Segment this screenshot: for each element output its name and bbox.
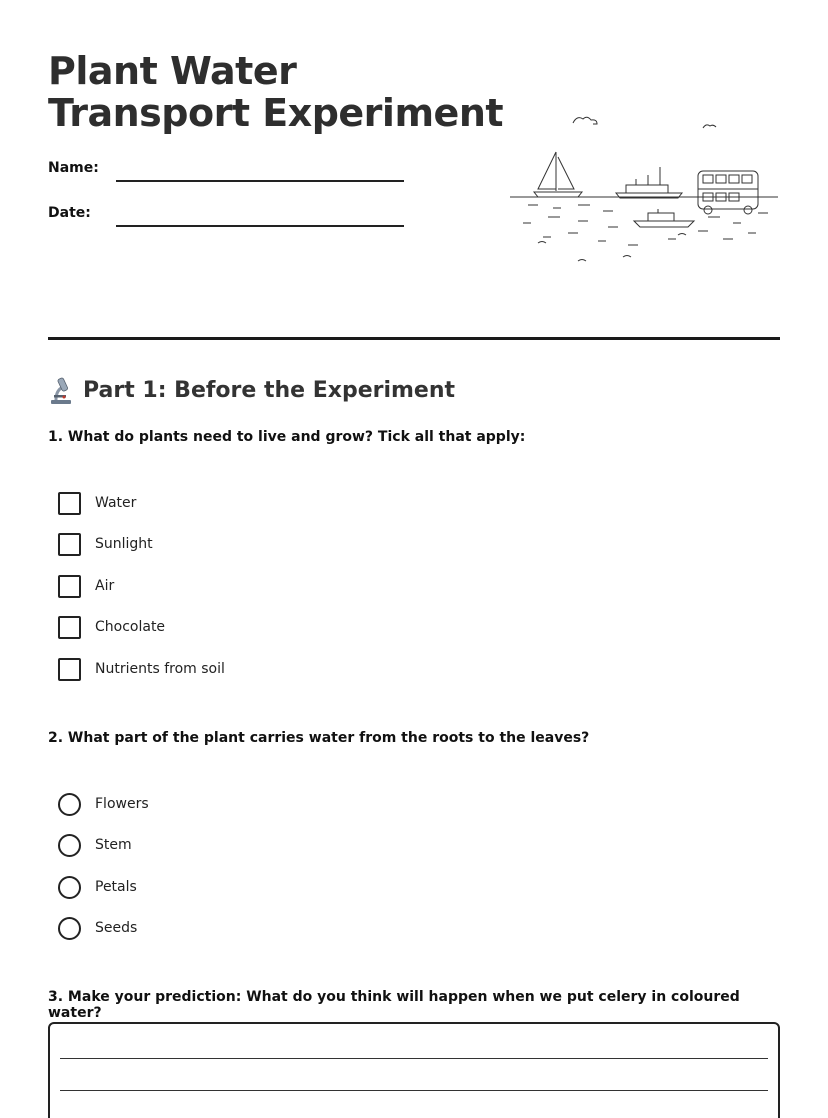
q1-option-water[interactable] bbox=[58, 491, 136, 515]
name-label: Name: bbox=[48, 160, 99, 176]
question-2: 2. What part of the plant carries water from the roots to the leaves? bbox=[48, 730, 590, 746]
date-input-line[interactable] bbox=[116, 225, 404, 227]
checkbox[interactable] bbox=[58, 575, 81, 598]
radio-button[interactable] bbox=[58, 834, 81, 857]
page-title: Plant Water Transport Experiment bbox=[48, 49, 504, 135]
section-divider bbox=[48, 337, 780, 340]
q2-option-stem[interactable] bbox=[58, 833, 132, 857]
checkbox[interactable] bbox=[58, 658, 81, 681]
date-label: Date: bbox=[48, 205, 91, 221]
q2-option-seeds[interactable] bbox=[58, 916, 137, 940]
option-label: Flowers bbox=[95, 796, 149, 812]
q1-option-nutrients[interactable] bbox=[58, 657, 225, 681]
part1-heading bbox=[48, 374, 455, 406]
q2-option-flowers[interactable] bbox=[58, 792, 149, 816]
question-3: 3. Make your prediction: What do you think will happen when we put celery in coloured water? bbox=[48, 989, 740, 1021]
option-label: Stem bbox=[95, 837, 132, 853]
q2-option-petals[interactable] bbox=[58, 875, 137, 899]
q1-option-sunlight[interactable] bbox=[58, 532, 153, 556]
checkbox[interactable] bbox=[58, 616, 81, 639]
radio-button[interactable] bbox=[58, 876, 81, 899]
option-label: Seeds bbox=[95, 920, 138, 936]
q1-option-air[interactable] bbox=[58, 574, 114, 598]
radio-button[interactable] bbox=[58, 917, 81, 940]
prediction-answer-box[interactable] bbox=[48, 1022, 780, 1118]
worksheet-page bbox=[48, 0, 780, 1118]
name-input-line[interactable] bbox=[116, 180, 404, 182]
option-label: Water bbox=[95, 495, 137, 511]
checkbox[interactable] bbox=[58, 533, 81, 556]
question-1: 1. What do plants need to live and grow? Tick all that apply: bbox=[48, 429, 526, 445]
answer-line bbox=[60, 1090, 768, 1091]
part1-heading-text: Part 1: Before the Experiment bbox=[83, 377, 456, 403]
harbour-scene-icon bbox=[508, 105, 783, 270]
option-label: Air bbox=[95, 578, 115, 594]
option-label: Petals bbox=[95, 879, 137, 895]
answer-line bbox=[60, 1058, 768, 1059]
microscope-icon bbox=[48, 375, 74, 405]
option-label: Nutrients from soil bbox=[95, 661, 225, 677]
radio-button[interactable] bbox=[58, 793, 81, 816]
option-label: Sunlight bbox=[95, 536, 153, 552]
q1-option-chocolate[interactable] bbox=[58, 615, 165, 639]
checkbox[interactable] bbox=[58, 492, 81, 515]
option-label: Chocolate bbox=[95, 619, 166, 635]
